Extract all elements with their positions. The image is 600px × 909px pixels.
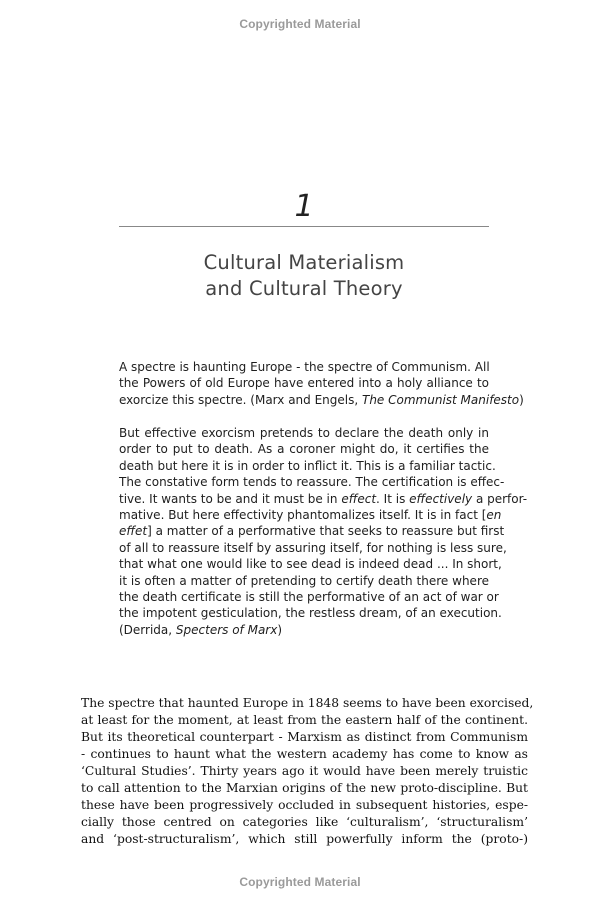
epigraph-text: mative. But here effectivity phantomalizes itself. It is in fact [ [119, 507, 487, 522]
epigraph-line: A spectre is haunting Europe - the spectre of Communism. All [119, 360, 490, 374]
epigraph-line: the impotent gesticulation, the restless dream, of an execution. [119, 606, 502, 621]
epigraph-line: the Powers of old Europe have entered into a holy alliance to [119, 376, 489, 391]
chapter-title-line-1: Cultural Materialism [203, 251, 405, 274]
emphasis-en: en [486, 507, 502, 522]
body-line: at least for the moment, at least from the eastern half of the continent. [81, 713, 528, 727]
body-line: these have been progressively occluded in subsequent histories, espe- [81, 798, 528, 812]
epigraph-line: the death certificate is still the performative of an act of war or [119, 589, 499, 604]
citation-close: ) [277, 622, 283, 637]
citation-close: ) [519, 392, 524, 407]
body-line: and ‘post-structuralism’, which still powerfully inform the (proto-) [81, 832, 528, 846]
epigraph-line: of all to reassure itself by assuring itself, for nothing is less sure, [119, 540, 507, 555]
body-line: ‘Cultural Studies’. Thirty years ago it would have been merely truistic [81, 764, 528, 778]
emphasis-effet: effet [119, 524, 148, 539]
epigraph-line: The constative form tends to reassure. The certification is effec- [119, 475, 505, 490]
body-paragraph [81, 695, 534, 848]
epigraph-text: a perfor- [472, 491, 528, 506]
epigraph-text: ] a matter of a performative that seeks to reassure but first [147, 524, 505, 539]
citation-title: The Communist Manifesto [362, 392, 520, 407]
epigraph-citation [119, 622, 489, 638]
epigraph-text: . It is [376, 491, 410, 506]
epigraph-text: (Derrida, [119, 622, 176, 637]
epigraph-line [119, 491, 528, 507]
body-line: The spectre that haunted Europe in 1848 seems to have been exorcised, [81, 696, 534, 710]
epigraph-text: exorcize this spectre. (Marx and Engels, [119, 392, 362, 407]
epigraph-text: tive. It wants to be and it must be in [119, 491, 342, 506]
epigraph-line: But effective exorcism pretends to declare the death only in [119, 426, 489, 440]
emphasis-effect: effect [341, 491, 377, 506]
chapter-number: 1 [294, 189, 314, 224]
citation-title: Specters of Marx [175, 622, 278, 637]
body-line: But its theoretical counterpart - Marxism as distinct from Communism [81, 730, 528, 744]
copyright-watermark-bottom: Copyrighted Material [239, 875, 361, 889]
epigraph-derrida [119, 425, 528, 638]
epigraph-line: death but here it is in order to inflict it. This is a familiar tactic. [119, 458, 496, 473]
body-line: - continues to haunt what the western academy has come to know as [81, 747, 528, 761]
emphasis-effectively: effectively [409, 491, 473, 506]
epigraph-line: order to put to death. As a coroner might do, it certifies the [119, 442, 489, 457]
chapter-title-line-2: and Cultural Theory [205, 277, 403, 300]
epigraph-line: it is often a matter of pretending to certify death there where [119, 573, 489, 588]
copyright-watermark-top: Copyrighted Material [239, 17, 361, 31]
epigraph-line [119, 507, 502, 523]
chapter-divider [119, 226, 489, 227]
chapter-title [119, 250, 489, 302]
epigraph-line [119, 392, 524, 408]
epigraph-marx-engels [119, 359, 524, 408]
epigraph-line: that what one would like to see dead is indeed dead ... In short, [119, 557, 502, 572]
epigraph-line [119, 523, 505, 539]
body-line: to call attention to the Marxian origins of the new proto-discipline. But [81, 781, 528, 795]
body-line: cially those centred on categories like ‘culturalism’, ‘structuralism’ [81, 815, 528, 829]
